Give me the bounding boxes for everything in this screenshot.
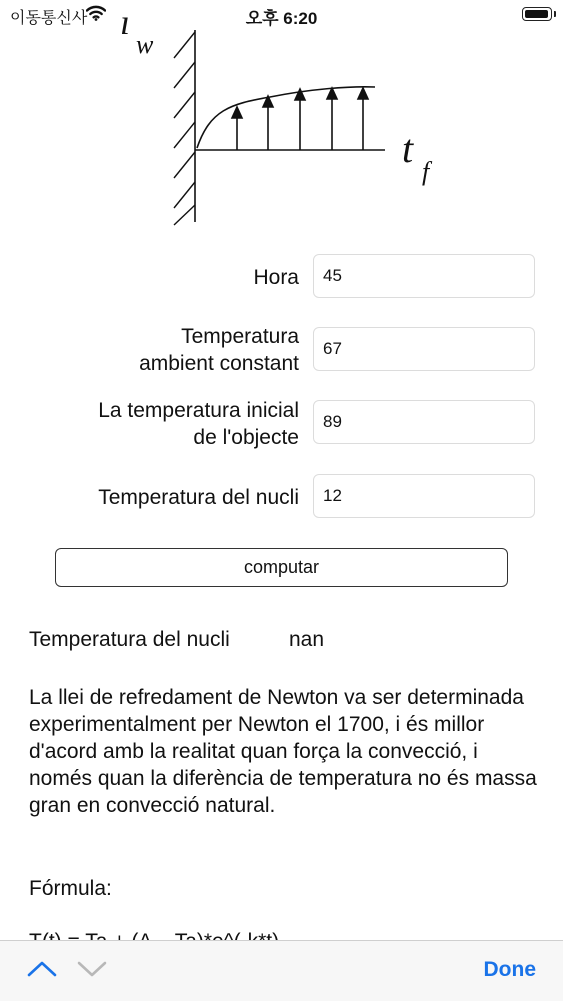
- ambient-temperature-label: Temperatura ambient constant: [139, 325, 299, 375]
- result-label: Temperatura del nucli: [29, 628, 230, 651]
- done-button[interactable]: Done: [483, 958, 536, 981]
- diagram-label-t: t: [402, 126, 414, 171]
- carrier-name: 이동통신사: [10, 10, 88, 27]
- diagram-label-f: f: [422, 157, 430, 186]
- chevron-up-icon[interactable]: [26, 957, 58, 981]
- heat-transfer-diagram: [120, 0, 460, 232]
- ambient-temperature-input[interactable]: 67: [313, 327, 535, 371]
- initial-temperature-input[interactable]: 89: [313, 400, 535, 444]
- chevron-down-icon[interactable]: [76, 957, 108, 981]
- core-temperature-label: Temperatura del nucli: [98, 486, 299, 509]
- hours-label: Hora: [253, 266, 299, 289]
- hours-input[interactable]: 45: [313, 254, 535, 298]
- initial-temperature-label: La temperatura inicial de l'objecte: [98, 399, 299, 449]
- compute-button[interactable]: computar: [55, 548, 508, 587]
- formula-label: Fórmula:: [29, 877, 112, 900]
- keyboard-accessory-bar: [0, 940, 563, 1001]
- battery-icon: [522, 7, 552, 21]
- core-temperature-input[interactable]: 12: [313, 474, 535, 518]
- svg-text:ı: ı: [120, 2, 131, 42]
- description-text: La llei de refredament de Newton va ser determinada experimentalment per Newton el 1700, i és millor d'acord amb la realitat quan força la convecció, i només quan la diferència de temperatura no és massa gran en convecció natural.: [29, 686, 537, 817]
- result-value: nan: [289, 628, 325, 651]
- diagram-label-w: w: [136, 30, 154, 59]
- clock: 오후 6:20: [245, 9, 318, 28]
